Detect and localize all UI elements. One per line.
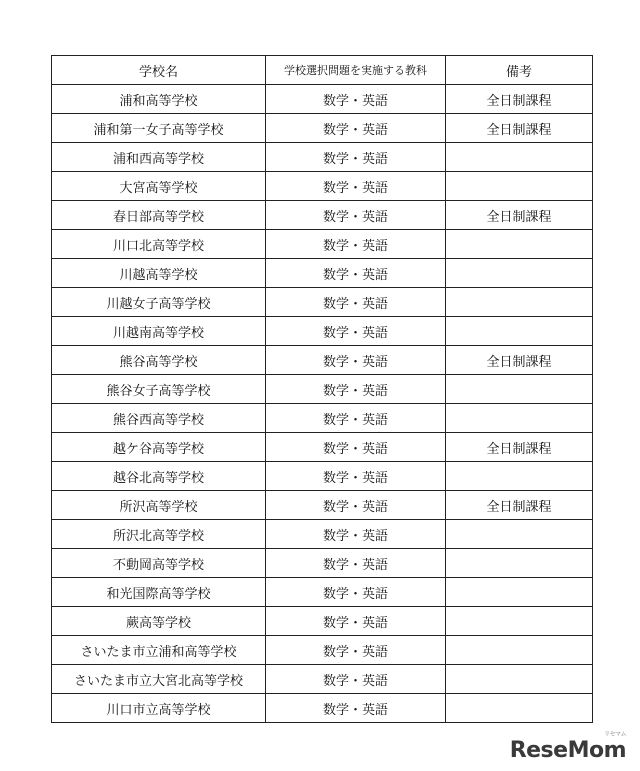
school-table [51,55,593,723]
cell-subjects: 数学・英語 [266,230,446,259]
cell-subjects: 数学・英語 [266,346,446,375]
table-row [52,665,593,694]
cell-school-name: 熊谷西高等学校 [52,404,266,433]
cell-school-name: 川口市立高等学校 [52,694,266,723]
table-row [52,549,593,578]
table-row [52,404,593,433]
cell-remarks [446,694,593,723]
cell-remarks [446,578,593,607]
table-row [52,288,593,317]
table-row [52,578,593,607]
cell-remarks: 全日制課程 [446,85,593,114]
header-row [52,56,593,85]
cell-subjects: 数学・英語 [266,201,446,230]
cell-subjects: 数学・英語 [266,462,446,491]
cell-subjects: 数学・英語 [266,259,446,288]
table-row [52,85,593,114]
table-row [52,636,593,665]
cell-subjects: 数学・英語 [266,578,446,607]
cell-subjects: 数学・英語 [266,404,446,433]
header-school-name: 学校名 [52,56,266,85]
cell-remarks [446,665,593,694]
cell-subjects: 数学・英語 [266,549,446,578]
cell-remarks [446,636,593,665]
cell-school-name: 川越女子高等学校 [52,288,266,317]
table-row [52,491,593,520]
cell-subjects: 数学・英語 [266,694,446,723]
cell-remarks: 全日制課程 [446,433,593,462]
cell-remarks [446,375,593,404]
cell-school-name: 浦和第一女子高等学校 [52,114,266,143]
cell-subjects: 数学・英語 [266,172,446,201]
cell-remarks [446,143,593,172]
cell-remarks: 全日制課程 [446,201,593,230]
table-row [52,143,593,172]
table-row [52,694,593,723]
table-row [52,433,593,462]
cell-subjects: 数学・英語 [266,114,446,143]
cell-school-name: 浦和高等学校 [52,85,266,114]
cell-school-name: 川越高等学校 [52,259,266,288]
cell-subjects: 数学・英語 [266,665,446,694]
cell-remarks: 全日制課程 [446,346,593,375]
logo-text: ReseMom [509,738,626,763]
cell-remarks [446,259,593,288]
cell-school-name: 蕨高等学校 [52,607,266,636]
resemom-logo [509,731,626,763]
cell-remarks [446,549,593,578]
logo-subtext: リセマム [604,731,626,738]
cell-school-name: 越谷北高等学校 [52,462,266,491]
cell-subjects: 数学・英語 [266,491,446,520]
cell-subjects: 数学・英語 [266,433,446,462]
cell-school-name: 川口北高等学校 [52,230,266,259]
cell-school-name: さいたま市立浦和高等学校 [52,636,266,665]
cell-remarks [446,462,593,491]
table-body [52,85,593,723]
cell-school-name: 熊谷高等学校 [52,346,266,375]
cell-subjects: 数学・英語 [266,520,446,549]
table-row [52,201,593,230]
cell-remarks: 全日制課程 [446,491,593,520]
cell-school-name: 越ケ谷高等学校 [52,433,266,462]
cell-school-name: 大宮高等学校 [52,172,266,201]
cell-subjects: 数学・英語 [266,636,446,665]
cell-school-name: 所沢北高等学校 [52,520,266,549]
cell-remarks [446,172,593,201]
cell-remarks [446,317,593,346]
table-row [52,172,593,201]
cell-remarks [446,520,593,549]
table-row [52,375,593,404]
cell-remarks [446,288,593,317]
cell-subjects: 数学・英語 [266,317,446,346]
table-row [52,114,593,143]
cell-school-name: さいたま市立大宮北高等学校 [52,665,266,694]
table-row [52,259,593,288]
header-remarks: 備考 [446,56,593,85]
cell-remarks: 全日制課程 [446,114,593,143]
cell-school-name: 浦和西高等学校 [52,143,266,172]
table-row [52,462,593,491]
cell-school-name: 春日部高等学校 [52,201,266,230]
cell-subjects: 数学・英語 [266,85,446,114]
table-row [52,230,593,259]
cell-school-name: 所沢高等学校 [52,491,266,520]
cell-remarks [446,607,593,636]
cell-subjects: 数学・英語 [266,375,446,404]
cell-school-name: 熊谷女子高等学校 [52,375,266,404]
cell-subjects: 数学・英語 [266,143,446,172]
cell-remarks [446,230,593,259]
cell-school-name: 不動岡高等学校 [52,549,266,578]
header-subjects: 学校選択問題を実施する教科 [266,56,446,85]
table-row [52,607,593,636]
cell-subjects: 数学・英語 [266,607,446,636]
cell-subjects: 数学・英語 [266,288,446,317]
table-row [52,346,593,375]
cell-school-name: 川越南高等学校 [52,317,266,346]
cell-remarks [446,404,593,433]
table-row [52,317,593,346]
cell-school-name: 和光国際高等学校 [52,578,266,607]
table-row [52,520,593,549]
